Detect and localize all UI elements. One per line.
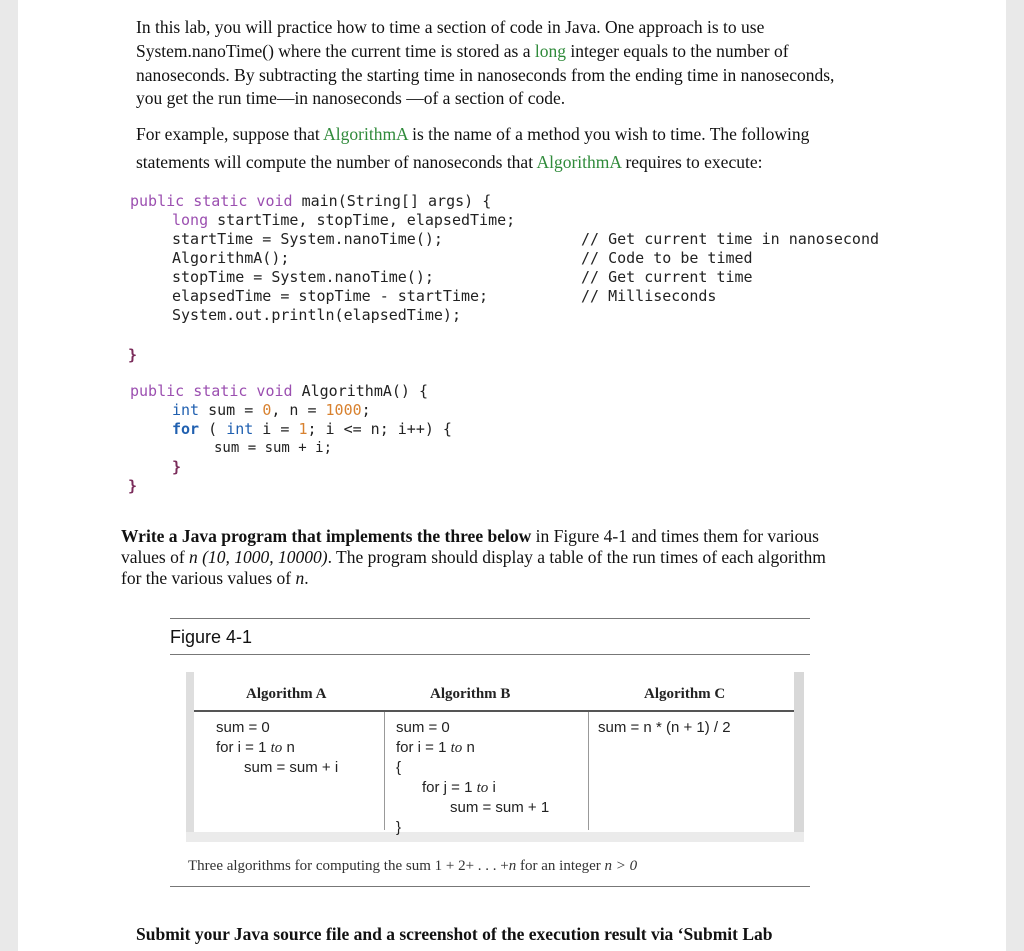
alg-b-line-6: } [396,819,402,836]
code-comment-1: // Get current time in nanosecond [581,230,880,248]
table-shade-left [186,672,194,842]
task-line-2: values of n (10, 1000, 10000). The program should display a table of the run times of each algorithm [121,547,826,567]
alg-c-line-1: sum = n * (n + 1) / 2 [598,719,731,736]
alg-b-line-3: { [396,759,402,776]
figure-caption: Three algorithms for computing the sum 1 + 2+ . . . +n for an integer n > 0 [188,858,638,874]
code-alg-line-3: sum = sum + i; [214,440,333,456]
intro-line-1: In this lab, you will practice how to time a section of code in Java. One approach is to use [136,17,765,37]
figure-top-rule [170,618,810,619]
alg-b-line-4: for j = 1 to i [422,779,496,796]
code-for-close-brace: } [172,458,182,476]
table-shade-bottom [186,832,804,842]
column-separator-1 [384,712,385,830]
code-line-5: elapsedTime = stopTime - startTime; [172,287,489,305]
code-alg-line-2: for ( int i = 1; i <= n; i++) { [172,420,452,438]
document-page [18,0,1006,951]
intro-line-4: you get the run time—in nanoseconds —of a section of code. [136,88,566,108]
code-line-4: stopTime = System.nanoTime(); [172,268,434,286]
algorithm-table [186,672,806,842]
code-alg-close-brace: } [128,477,138,495]
long-keyword: long [534,41,566,61]
submit-instruction: Submit your Java source file and a screenshot of the execution result via ‘Submit Lab [136,924,773,944]
code-main-close-brace: } [128,346,138,364]
alg-b-line-5: sum = sum + 1 [450,799,550,816]
intro-line-2: System.nanoTime() where the current time is stored as a long integer equals to the number of [136,41,789,61]
figure-title: Figure 4-1 [170,627,253,647]
algorithma-ref-2: AlgorithmA [536,152,622,172]
code-comment-3: // Get current time [581,268,753,286]
alg-b-line-2: for i = 1 to n [396,739,475,756]
alg-a-line-2: for i = 1 to n [216,739,295,756]
figure-bottom-rule [170,886,810,887]
header-algorithm-c: Algorithm C [644,686,726,702]
code-alg-line-1: int sum = 0, n = 1000; [172,401,371,419]
figure-title-rule [170,654,810,655]
task-line-1: Write a Java program that implements the three below in Figure 4-1 and times them for various [121,526,819,546]
code-comment-2: // Code to be timed [581,249,753,267]
code-line-1: long startTime, stopTime, elapsedTime; [172,211,516,229]
column-separator-2 [588,712,589,830]
table-shade-right [794,672,804,832]
code-line-6: System.out.println(elapsedTime); [172,306,461,324]
header-algorithm-a: Algorithm A [246,686,327,702]
intro-line-3: nanoseconds. By subtracting the starting time in nanoseconds from the ending time in nanoseconds, [136,65,835,85]
code-main-signature: public static void main(String[] args) { [130,192,492,210]
example-line-2: statements will compute the number of nanoseconds that AlgorithmA requires to execute: [136,152,763,172]
task-line-3: for the various values of n. [121,568,309,588]
algorithma-ref: AlgorithmA [323,124,408,144]
code-alg-signature: public static void AlgorithmA() { [130,382,429,400]
alg-a-line-3: sum = sum + i [244,759,339,776]
code-line-2: startTime = System.nanoTime(); [172,230,443,248]
alg-a-line-1: sum = 0 [216,719,270,736]
code-line-3: AlgorithmA(); [172,249,290,267]
code-comment-4: // Milliseconds [581,287,717,305]
example-line-1: For example, suppose that AlgorithmA is the name of a method you wish to time. The following [136,124,810,144]
alg-b-line-1: sum = 0 [396,719,450,736]
header-algorithm-b: Algorithm B [430,686,511,702]
